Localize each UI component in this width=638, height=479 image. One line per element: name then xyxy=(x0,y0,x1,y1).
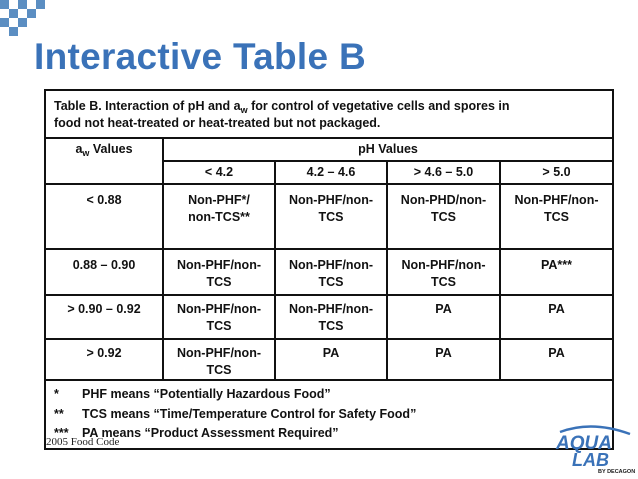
table-footnotes xyxy=(45,380,613,449)
table-row xyxy=(45,339,613,380)
table-row xyxy=(45,249,613,295)
ph-col-header: > 5.0 xyxy=(500,161,613,184)
ph-col-header: > 4.6 – 5.0 xyxy=(387,161,500,184)
corner-decoration xyxy=(0,0,60,40)
table-cell: Non-PHF*/ non-TCS** xyxy=(163,184,275,249)
caption-line2: food not heat-treated or heat-treated but not packaged. xyxy=(54,116,381,130)
table-cell: Non-PHF/non- TCS xyxy=(163,339,275,380)
caption-line1: Table B. Interaction of pH and $a_w$ for control of vegetative cells and spores in xyxy=(54,99,510,115)
aw-row-label: < 0.88 xyxy=(45,184,163,249)
logo-tagline: BY DECAGON xyxy=(598,469,636,474)
table-cell: PA xyxy=(500,295,613,339)
table-cell: Non-PHF/non- TCS xyxy=(275,249,387,295)
table-cell: Non-PHF/non- TCS xyxy=(275,295,387,339)
aw-row-label: > 0.92 xyxy=(45,339,163,380)
footnote: *** PA means “Product Assessment Required” xyxy=(54,426,339,440)
table-cell: PA*** xyxy=(500,249,613,295)
table-cell: Non-PHF/non- TCS xyxy=(163,249,275,295)
aqualab-logo xyxy=(552,424,636,474)
table-cell: Non-PHF/non- TCS xyxy=(500,184,613,249)
ph-col-header: < 4.2 xyxy=(163,161,275,184)
table-caption xyxy=(45,90,613,138)
table-row xyxy=(45,295,613,339)
table-row xyxy=(45,184,613,249)
interaction-table xyxy=(44,89,614,450)
table-cell: Non-PHD/non- TCS xyxy=(387,184,500,249)
table-cell: PA xyxy=(275,339,387,380)
table-container xyxy=(44,89,612,450)
table-cell: Non-PHF/non- TCS xyxy=(387,249,500,295)
logo-text-lab: LAB xyxy=(572,450,609,470)
table-cell: PA xyxy=(500,339,613,380)
aw-row-label: 0.88 – 0.90 xyxy=(45,249,163,295)
table-cell: Non-PHF/non- TCS xyxy=(275,184,387,249)
table-cell: PA xyxy=(387,339,500,380)
table-cell: Non-PHF/non- TCS xyxy=(163,295,275,339)
ph-col-header: 4.2 – 4.6 xyxy=(275,161,387,184)
table-cell: PA xyxy=(387,295,500,339)
footnote: ** TCS means “Time/Temperature Control for Safety Food” xyxy=(54,406,417,421)
aw-values-header: $a_w$ Values xyxy=(45,138,163,184)
slide-title: Interactive Table B xyxy=(34,36,366,77)
source-label: 2005 Food Code xyxy=(46,436,120,448)
logo-text-aqua: AQUA xyxy=(556,433,612,454)
ph-values-header: pH Values xyxy=(163,138,613,161)
footnote: * PHF means “Potentially Hazardous Food” xyxy=(54,387,331,401)
aw-row-label: > 0.90 – 0.92 xyxy=(45,295,163,339)
